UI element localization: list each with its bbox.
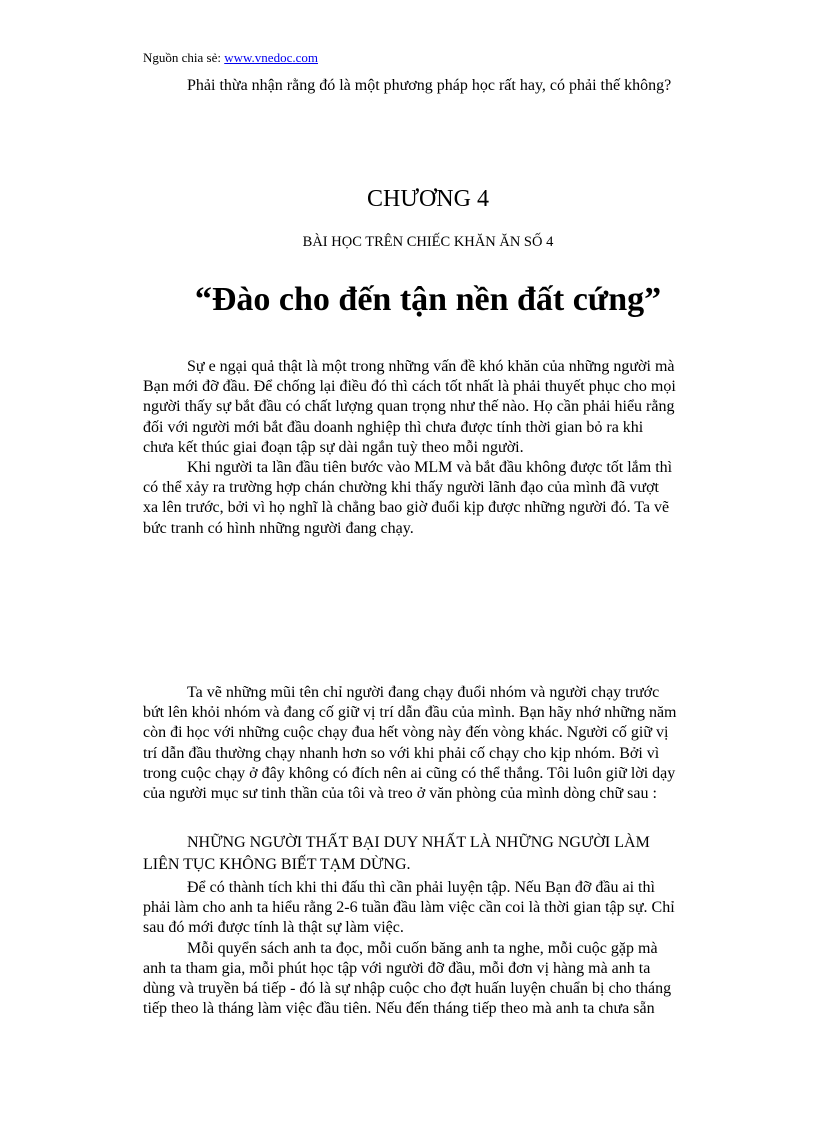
lesson-subtitle: BÀI HỌC TRÊN CHIẾC KHĂN ĂN SỐ 4 [302,234,554,250]
body-line: Bạn mới đỡ đầu. Để chống lại điều đó thì cách tốt nhất là phải thuyết phục cho mọi [143,378,676,396]
body-line: Mỗi quyển sách anh ta đọc, mỗi cuốn băng anh ta nghe, mỗi cuộc gặp mà [187,939,658,957]
body-line: anh ta tham gia, mỗi phút học tập với người đỡ đầu, mỗi đơn vị hàng mà anh ta [143,959,651,977]
chapter-title: CHƯƠNG 4 [367,186,489,212]
body-line: trí dẫn đầu thường chạy nhanh hơn so với khi phải cố chạy cho kịp nhóm. Bởi vì [143,744,660,762]
motto-line: NHỮNG NGƯỜI THẤT BẠI DUY NHẤT LÀ NHỮNG NGƯỜI LÀM [187,834,650,851]
body-block-1 [143,357,733,539]
body-line: chưa kết thúc giai đoạn tập sự dài ngắn tuỳ theo mỗi người. [143,438,524,456]
body-line: bứt lên khỏi nhóm và đang cố giữ vị trí dẫn đầu của mình. Bạn hãy nhớ những năm [143,704,677,722]
source-label: Nguồn chia sẻ: [143,50,225,65]
motto-line: LIÊN TỤC KHÔNG BIẾT TẠM DỪNG. [143,856,411,873]
body-line: Khi người ta lần đầu tiên bước vào MLM và bắt đầu không được tốt lắm thì [187,459,673,477]
body-block-3 [143,878,733,1019]
body-line: Để có thành tích khi thi đấu thì cần phải luyện tập. Nếu Bạn đỡ đầu ai thì [187,879,655,896]
body-line: Sự e ngại quả thật là một trong những vấn đề khó khăn của những người mà [187,358,675,375]
motto-block [143,832,733,876]
body-line: phải làm cho anh ta hiểu rằng 2-6 tuần đầu làm việc cần coi là thời gian tập sự. Chỉ [143,899,675,917]
body-line: của người mục sư tinh thần của tôi và treo ở văn phòng của mình dòng chữ sau : [143,785,657,803]
body-line: người thấy sự bắt đầu có chất lượng quan trọng như thế nào. Họ cần phải hiểu rằng [143,398,675,416]
source-credit [143,50,318,66]
body-line: Ta vẽ những mũi tên chỉ người đang chạy đuổi nhóm và người chạy trước [187,684,660,701]
body-line: dùng và truyền bá tiếp - đó là sự nhập cuộc cho đợt huấn luyện chuẩn bị cho tháng [143,980,672,998]
body-line: sau đó mới được tính là thật sự làm việc. [143,919,404,937]
body-line: có thể xảy ra trường hợp chán chường khi thấy người lãnh đạo của mình đã vượt [143,479,659,497]
body-line: bức tranh có hình những người đang chạy. [143,519,414,537]
chapter-headline: “Đào cho đến tận nền đất cứng” [194,281,662,318]
body-line: xa lên trước, bởi vì họ nghĩ là chẳng bao giờ đuổi kịp được những người đó. Ta vẽ [143,499,670,517]
body-line: trong cuộc chạy ở đây không có đích nên ai cũng có thể thắng. Tôi luôn giữ lời dạy [143,764,676,782]
intro-line: Phải thừa nhận rằng đó là một phương pháp học rất hay, có phải thế không? [187,77,672,94]
body-block-2 [143,683,733,804]
source-link[interactable]: www.vnedoc.com [224,50,318,65]
body-line: tiếp theo là tháng làm việc đầu tiên. Nếu đến tháng tiếp theo mà anh ta chưa sẵn [143,1000,655,1018]
body-line: còn đi học với những cuộc chạy đua hết vòng này đến vòng khác. Người cố giữ vị [143,724,669,742]
body-line: đối với người mới bắt đầu doanh nghiệp thì chưa được tính thời gian bỏ ra khi [143,418,644,436]
